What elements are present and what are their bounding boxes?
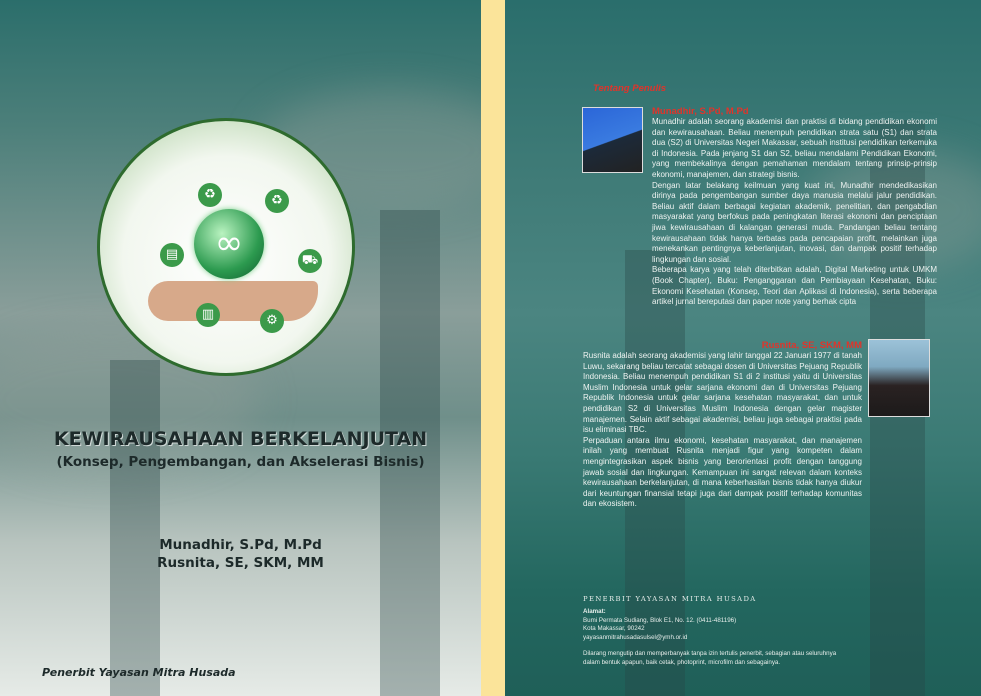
author-photo-munadhir xyxy=(582,107,643,173)
recycle-globe-icon: ∞ xyxy=(194,209,264,279)
hand-image xyxy=(148,281,318,321)
email: yayasanmitrahusadasulsel@ymh.or.id xyxy=(583,634,688,642)
author2-name: Rusnita, SE, SKM, MM xyxy=(761,340,862,351)
author2-bio xyxy=(583,340,862,510)
book-title: KEWIRAUSAHAAN BERKELANJUTAN xyxy=(53,428,428,450)
author1-name: Munadhir, S.Pd, M.Pd xyxy=(652,106,749,117)
bio-paragraph: Perpaduan antara ilmu ekonomi, kesehatan masyarakat, dan manajemen inilah yang membuat Rusnita menjadi figur yang kompeten dalam mengintegrasikan aspek bisnis yang berorientasi profit dengan tanggung jawab sosial dan lingkungan. Kemampuan ini sangat relevan dalam konteks kewirausahaan berkelanjutan, di mana keberhasilan bisnis tidak hanya diukur dari keuntungan finansial tetapi juga dari dampak positif terhadap komunitas dan ekosistem. xyxy=(583,435,862,509)
cart-icon: ▤ xyxy=(160,243,184,267)
publisher-heading: PENERBIT YAYASAN MITRA HUSADA xyxy=(583,595,757,603)
bio-paragraph: Munadhir adalah seorang akademisi dan praktisi di bidang pendidikan ekonomi dan kewirausahaan. Beliau menempuh pendidikan strata satu (S1) dan strata dua (S2) di Universitas Negeri Makassar, sebuah institusi pendidikan terkemuka di Indonesia. Pada jenjang S1 dan S2, beliau mendalami Pendidikan Ekonomi, yang membekalinya dengan pemahaman mendalam tentang prinsip-prinsip ekonomi, manajemen, dan strategi bisnis. xyxy=(652,117,937,179)
cover-illustration xyxy=(97,118,355,376)
copyright-notice: Dilarang mengutip dan memperbanyak tanpa izin tertulis penerbit, sebagian atau seluruhnya dalam bentuk apapun, baik cetak, photoprint, microfilm dan sebagainya. xyxy=(583,649,837,666)
author-photo-rusnita xyxy=(868,339,930,417)
publisher-name: Penerbit Yayasan Mitra Husada xyxy=(42,666,236,679)
author-name: Munadhir, S.Pd, M.Pd xyxy=(159,537,322,553)
recycle-icon: ♻ xyxy=(265,189,289,213)
truck-icon: ⛟ xyxy=(298,249,322,273)
factory-icon: ▥ xyxy=(196,303,220,327)
bio-paragraph: Dengan latar belakang keilmuan yang kuat ini, Munadhir mendedikasikan dirinya pada pengembangan sumber daya manusia melalui jalur pendidikan. Beliau aktif dalam berbagai kegiatan akademik, penelitian, dan pengabdian masyarakat yang berfokus pada peningkatan literasi ekonomi dan penciptaan jiwa kewirausahaan di kalangan generasi muda. Pandangan beliau tentang kewirausahaan tidak hanya terbatas pada pencapaian profit, melainkan juga menekankan pentingnya keberlanjutan, inovasi, dan dampak positif terhadap lingkungan dan sosial. xyxy=(652,180,937,264)
bio-paragraph: Beberapa karya yang telah diterbitkan adalah, Digital Marketing untuk UMKM (Book Chapter), Buku: Penganggaran dan Pembiayaan Kesehatan, Buku: Ekonomi Kesehatan (Konsep, Teori dan Aplikasi di Indonesia), serta beberapa artikel jurnal bereputasi dan paper note yang berhak cipta xyxy=(652,265,937,307)
address-line: Bumi Permata Sudiang, Blok E1, No. 12. (0411-481196) xyxy=(583,616,737,624)
back-cover xyxy=(505,0,981,696)
section-title: Tentang Penulis xyxy=(593,83,667,94)
address-label: Alamat: xyxy=(583,607,606,615)
recycle-bin-icon: ♻ xyxy=(198,183,222,207)
author-name: Rusnita, SE, SKM, MM xyxy=(157,555,324,571)
gear-leaf-icon: ⚙ xyxy=(260,309,284,333)
address-line: Kota Makassar, 90242 xyxy=(583,625,645,633)
bio-paragraph: Rusnita adalah seorang akademisi yang lahir tanggal 22 Januari 1977 di tanah Luwu, sekarang beliau tercatat sebagai dosen di Universitas Pejuang Republik Indonesia. Beliau menempuh pendidikan S1 di 2 institusi yaitu di Universitas Muslim Indonesia untuk gelar sarjana ekonomi dan di Universitas Pejuang Republik Indonesia untuk gelar sarjana kesehatan masyarakat, dan untuk pendidikan S2 di Universitas Muslim Indonesia dengan gelar magister manajemen. Selain aktif sebagai akademisi, beliau juga sebagai praktisi pada isu eliminasi TBC. xyxy=(583,351,862,435)
publisher-info xyxy=(583,595,848,668)
front-cover xyxy=(0,0,481,696)
spine xyxy=(481,0,505,696)
book-subtitle: (Konsep, Pengembangan, dan Akselerasi Bisnis) xyxy=(56,454,425,470)
author1-bio xyxy=(652,106,937,308)
